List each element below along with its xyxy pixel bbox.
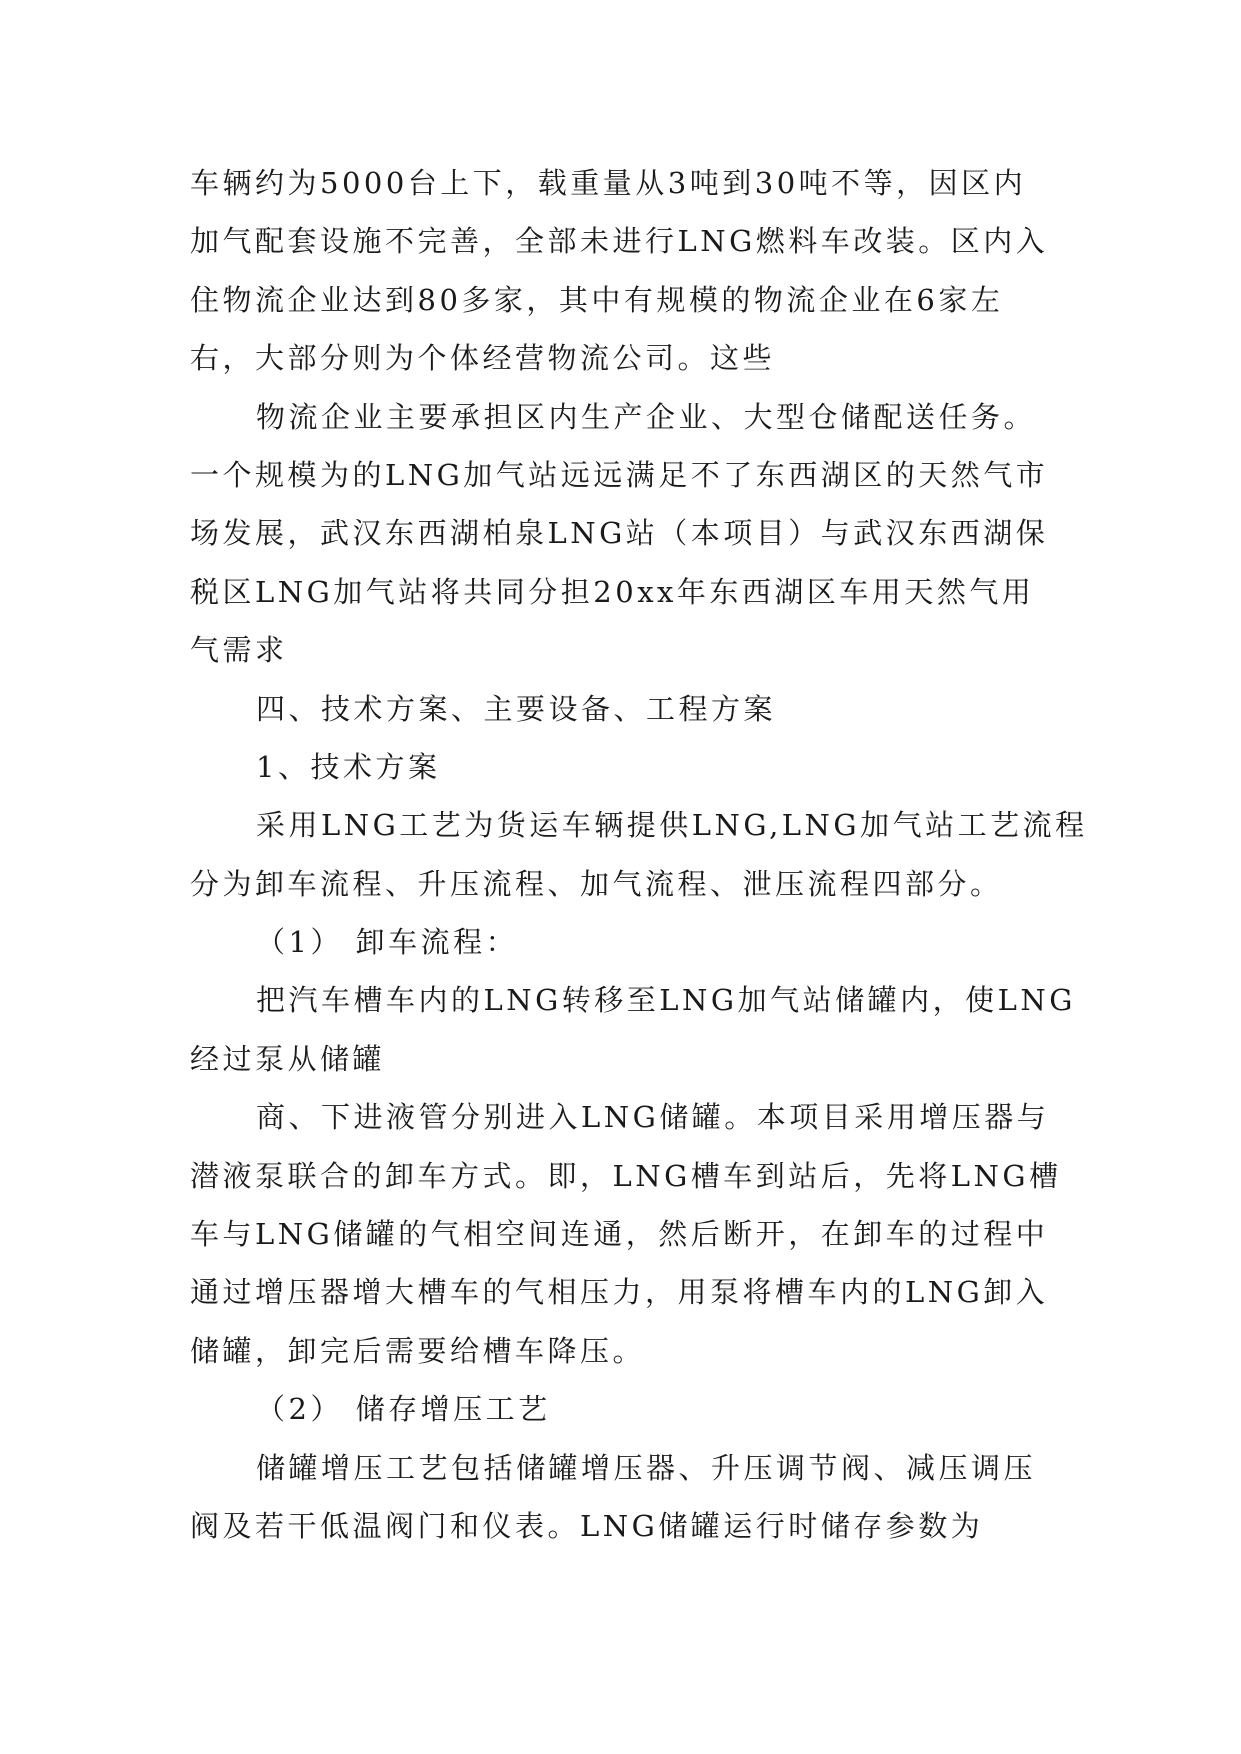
- text-line-21: 储罐，卸完后需要给槽车降压。: [190, 1333, 646, 1368]
- text-line-8: 税区LNG加气站将共同分担20xx年东西湖区车用天然气用: [190, 574, 1035, 609]
- text-line-19: 车与LNG储罐的气相空间连通，然后断开，在卸车的过程中: [190, 1217, 1049, 1252]
- text-line-1: 车辆约为5000台上下，载重量从3吨到30吨不等，因区内: [190, 166, 1027, 200]
- step-heading-2: （2） 储存增压工艺: [256, 1392, 551, 1427]
- text-line-4: 右，大部分则为个体经营物流公司。这些: [190, 341, 776, 376]
- text-line-20: 通过增压器增大槽车的气相压力，用泵将槽车内的LNG卸入: [190, 1275, 1049, 1310]
- text-line-7: 场发展，武汉东西湖柏泉LNG站（本项目）与武汉东西湖保: [190, 516, 1049, 551]
- subsection-heading: 1、技术方案: [256, 749, 441, 784]
- document-body: [190, 154, 1088, 1555]
- text-line-24: 阀及若干低温阀门和仪表。LNG储罐运行时储存参数为: [190, 1508, 984, 1543]
- text-line-12: 采用LNG工艺为货运车辆提供LNG,LNG加气站工艺流程: [256, 808, 1088, 843]
- text-line-13: 分为卸车流程、升压流程、加气流程、泄压流程四部分。: [190, 866, 1003, 901]
- text-line-16: 经过泵从储罐: [190, 1041, 386, 1076]
- text-line-17: 商、下进液管分别进入LNG储罐。本项目采用增压器与: [256, 1100, 1050, 1135]
- text-line-18: 潜液泵联合的卸车方式。即，LNG槽车到站后，先将LNG槽: [190, 1158, 1062, 1193]
- text-line-2: 加气配套设施不完善，全部未进行LNG燃料车改装。区内入: [190, 224, 1049, 259]
- step-heading-1: （1） 卸车流程：: [256, 925, 519, 960]
- text-line-23: 储罐增压工艺包括储罐增压器、升压调节阀、减压调压: [256, 1450, 1037, 1485]
- text-line-15: 把汽车槽车内的LNG转移至LNG加气站储罐内，使LNG: [256, 983, 1076, 1018]
- section-heading: 四、技术方案、主要设备、工程方案: [256, 691, 777, 726]
- text-line-6: 一个规模为的LNG加气站远远满足不了东西湖区的天然气市: [190, 457, 1049, 492]
- text-line-9: 气需求: [190, 633, 288, 668]
- text-line-3: 住物流企业达到80多家，其中有规模的物流企业在6家左: [190, 282, 1004, 317]
- text-line-5: 物流企业主要承担区内生产企业、大型仓储配送任务。: [256, 399, 1037, 434]
